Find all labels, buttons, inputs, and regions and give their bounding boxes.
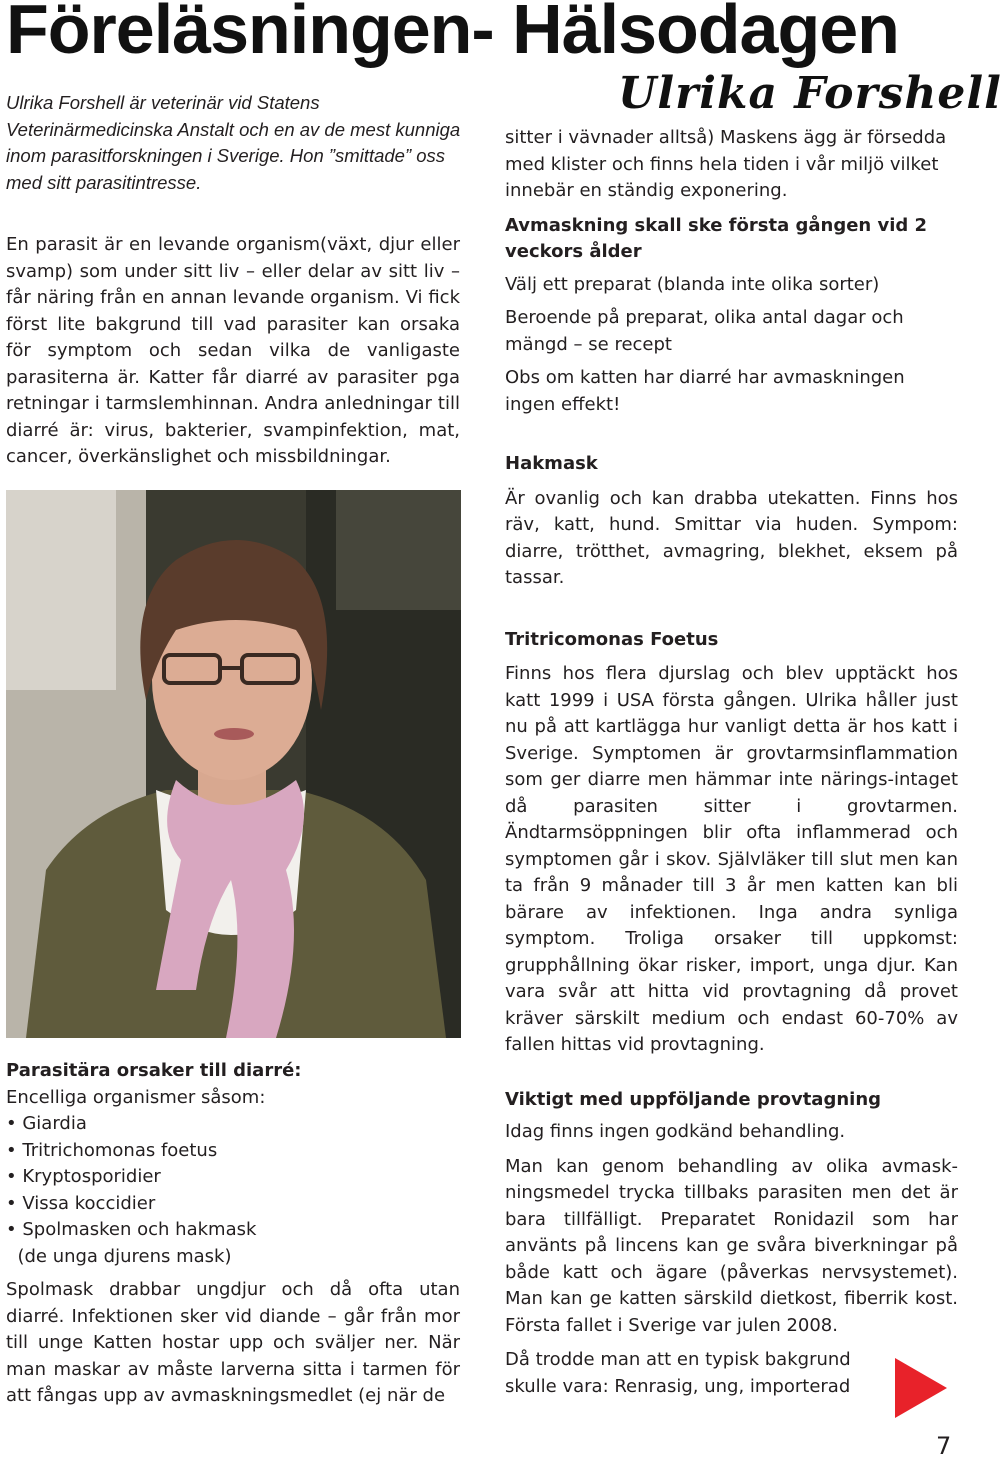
list-item: • Tritrichomonas foetus (6, 1139, 218, 1161)
deworming-tip-2: Beroende på preparat, olika antal dagar och mängd – se recept (505, 307, 904, 355)
page-number: 7 (936, 1432, 952, 1460)
parasite-definition-paragraph: En parasit är en levande organism(växt, djur eller svamp) som under sitt liv – eller delar av sitt liv – får näring från en annan levande organism. Vi fick först lite bakgrund till vad parasiter kan orsaka för symptom och sedan vilka de vanligaste parasiterna är. Katter får diarré av parasiter pga retningar i tarmslemhinnan. Andra anledningar till diarré är: virus, bakterier, svampinfektion, mat, cancer, överkänslighet och missbildningar. (6, 234, 460, 467)
diarrhea-causes-heading: Parasitära orsaker till diarré: (6, 1060, 302, 1081)
deworming-heading: Avmaskning skall ske första gången vid 2 veckors ålder (505, 214, 928, 262)
intro-paragraph: Ulrika Forshell är veterinär vid Statens Veterinärmedicinska Anstalt och en av de mest kunniga inom parasitforskningen i Sverige. Hon ”smittade” oss med sitt parasitintresse. (6, 92, 461, 193)
tritrichomonas-heading: Tritricomonas Foetus (505, 628, 719, 650)
followup-paragraph-1: Idag finns ingen godkänd behandling. (505, 1121, 846, 1142)
tritrichomonas-paragraph: Finns hos flera djurslag och blev upptäckt hos katt 1999 i USA första gången. Ulrika håller just nu på att kartlägga hur vanligt detta är hos katt i Sverige. Symptomen är grovtarmsinflammation som ger diarre men hämmar inte närings-intaget då parasiten sitter i grovtarmen. Ändtarmsöppningen blir ofta inflammerad och symptomen går i skov. Självläker till slut men kan ta från 9 månader till 3 år men katten kan bli bärare av infektionen. Inga andra synliga symptom. Troliga orsaker till uppkomst: grupphållning ökar risker, import, unga djur. Kan vara svår att hitta vid provtagning då provet kräver särskilt medium och endast 60-70% av fallen hittas vid provtagning. (505, 663, 958, 1055)
page-title: Föreläsningen- Hälsodagen (6, 0, 899, 68)
roundworm-paragraph: Spolmask drabbar ungdjur och då ofta utan diarré. Infektionen sker vid diande – går från mor till unge Katten hostar upp och sväljer ner. När man maskar av måste larverna sitta i tarmen för att fångas upp av avmaskningsmedlet (ej när de (6, 1279, 460, 1406)
deworming-tip-3: Obs om katten har diarré har avmaskningen ingen effekt! (505, 367, 905, 415)
list-item: • Kryptosporidier (6, 1166, 161, 1187)
list-item: • Vissa koccidier (6, 1192, 156, 1214)
list-item: • Giardia (6, 1113, 87, 1134)
diarrhea-causes-section (6, 1058, 460, 1410)
followup-heading: Viktigt med uppföljande provtagning (505, 1088, 882, 1110)
hookworm-paragraph: Är ovanlig och kan drabba utekatten. Finns hos räv, katt, hund. Smittar via huden. Sympom: diarre, trötthet, avmagring, blekhet, eksem på tassar. (505, 487, 958, 588)
right-column (505, 125, 958, 1400)
followup-paragraph-3: Då trodde man att en typisk bakgrund skulle vara: Renrasig, ung, importerad (505, 1349, 851, 1397)
next-arrow-icon[interactable] (895, 1358, 947, 1418)
speaker-photo-illustration (6, 490, 461, 1038)
continued-paragraph: sitter i vävnader alltså) Maskens ägg är försedda med klister och finns hela tiden i vår miljö vilket innebär en ständig exponering. (505, 127, 947, 201)
next-arrow-shape (895, 1358, 947, 1418)
list-item: (de unga djurens mask) (6, 1245, 232, 1267)
left-column-top (6, 232, 460, 471)
author-signature: Ulrika Forshell (618, 68, 1002, 119)
diarrhea-causes-list (6, 1111, 460, 1270)
deworming-tip-1: Välj ett preparat (blanda inte olika sorter) (505, 273, 880, 295)
followup-paragraph-2: Man kan genom behandling av olika avmask-ningsmedel trycka tillbaks parasiten men det är bara tillfälligt. Preparatet Ronidazil som har använts på lincens kan ge svåra biverkningar på både katt och ägare (påverkas nervsystemet). Man kan ge katten särskild dietkost, fiberrik kost. Första fallet i Sverige var julen 2008. (505, 1155, 958, 1336)
hookworm-heading: Hakmask (505, 453, 598, 474)
speaker-photo (6, 490, 461, 1038)
list-item: • Spolmasken och hakmask (6, 1219, 257, 1240)
diarrhea-causes-lead: Encelliga organismer såsom: (6, 1086, 266, 1108)
intro-text (6, 90, 466, 196)
